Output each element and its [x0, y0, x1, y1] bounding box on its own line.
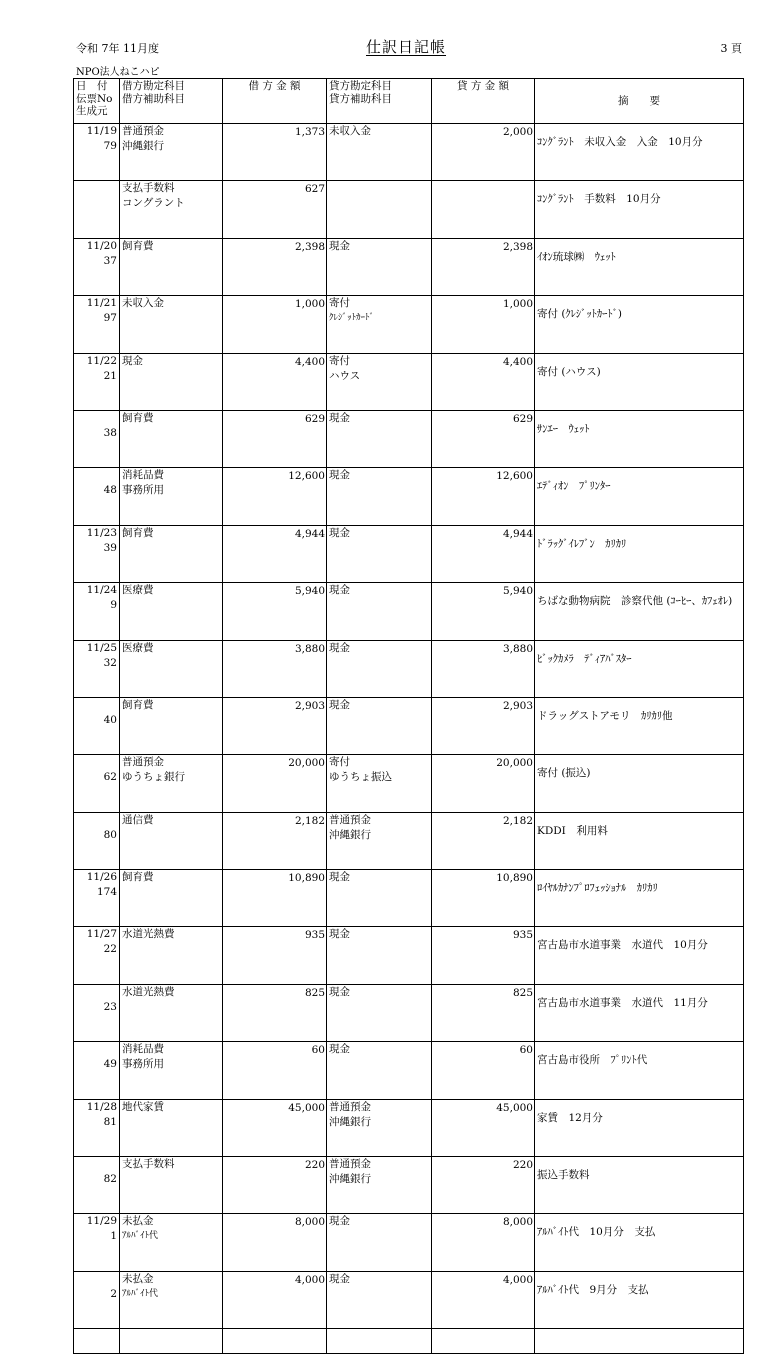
voucher-number: 37: [103, 254, 117, 267]
credit-account: 普通預金: [329, 1100, 371, 1113]
voucher-number: 79: [103, 140, 117, 152]
date-cell: [74, 583, 120, 640]
debit-account-cell: [120, 927, 223, 984]
credit-account: 現金: [329, 871, 350, 884]
debit-amount: 2,182: [223, 812, 327, 869]
journal-row: [74, 1271, 744, 1328]
debit-account-cell: [120, 1271, 223, 1328]
debit-sub-account: 事務所用: [122, 484, 164, 497]
journal-row: [74, 1099, 744, 1156]
credit-account-cell: [327, 1271, 432, 1328]
credit-account: 寄付: [329, 297, 350, 310]
debit-account-cell: [120, 984, 223, 1041]
debit-amount: 935: [223, 927, 327, 984]
debit-amount: 825: [223, 984, 327, 1041]
voucher-number: 23: [103, 1000, 117, 1013]
debit-account: 飼育費: [122, 526, 154, 539]
voucher-number: 49: [103, 1058, 117, 1071]
credit-account-cell: [327, 181, 432, 238]
description: ｴﾃﾞｨｵﾝ ﾌﾟﾘﾝﾀｰ: [535, 468, 744, 525]
voucher-number: 82: [103, 1173, 117, 1186]
credit-sub-account: ハウス: [329, 369, 361, 382]
credit-account: 現金: [329, 985, 350, 998]
voucher-number: 39: [103, 541, 117, 554]
debit-amount: 3,880: [223, 640, 327, 697]
credit-amount: 935: [432, 927, 535, 984]
credit-amount: 2,398: [432, 238, 535, 295]
description: ドラッグストアモリ ｶﾘｶﾘ他: [535, 697, 744, 754]
description: 振込手数料: [535, 1157, 744, 1214]
debit-sub-account: ｱﾙﾊﾞｲﾄ代: [122, 1288, 159, 1299]
date-cell: [74, 410, 120, 467]
date-cell: [74, 124, 120, 181]
journal-row: [74, 238, 744, 295]
debit-sub-account: ゆうちょ銀行: [122, 771, 185, 784]
credit-account-cell: [327, 410, 432, 467]
voucher-number: 81: [103, 1115, 117, 1128]
debit-amount: 1,000: [223, 296, 327, 353]
debit-amount: 4,944: [223, 525, 327, 582]
entry-date: [74, 468, 117, 483]
entry-date: 11/24: [86, 584, 117, 597]
credit-account: 寄付: [329, 756, 350, 769]
entry-date: 11/25: [86, 641, 117, 654]
credit-amount: 45,000: [432, 1099, 535, 1156]
entry-date: [74, 985, 117, 1000]
journal-row: [74, 181, 744, 238]
description: 寄付 (ｸﾚｼﾞｯﾄｶｰﾄﾞ): [535, 296, 744, 353]
debit-amount: 220: [223, 1157, 327, 1214]
credit-account-cell: [327, 984, 432, 1041]
journal-row: [74, 984, 744, 1041]
debit-sub-account: 事務所用: [122, 1058, 164, 1071]
voucher-number: 21: [103, 369, 117, 382]
debit-amount: 629: [223, 410, 327, 467]
voucher-number: 2: [110, 1287, 117, 1300]
credit-account-cell: [327, 468, 432, 525]
date-cell: [74, 525, 120, 582]
header-credit-account: 貸方勘定科目 貸方補助科目: [327, 79, 432, 124]
debit-account-cell: [120, 353, 223, 410]
journal-row: [74, 697, 744, 754]
entry-date: [74, 1157, 117, 1172]
debit-sub-account: 沖縄銀行: [122, 140, 164, 152]
debit-account-cell: [120, 697, 223, 754]
debit-account-cell: [120, 238, 223, 295]
description: 寄付 (振込): [535, 755, 744, 812]
voucher-number: 32: [103, 656, 117, 669]
description: 宮古島市役所 ﾌﾟﾘﾝﾄ代: [535, 1042, 744, 1099]
date-cell: [74, 984, 120, 1041]
credit-account-cell: [327, 812, 432, 869]
voucher-number: 9: [110, 599, 117, 612]
credit-sub-account: 沖縄銀行: [329, 1173, 371, 1186]
header-debit-amount: 借 方 金 額: [223, 79, 327, 124]
debit-amount: 60: [223, 1042, 327, 1099]
credit-amount: 2,000: [432, 124, 535, 181]
debit-amount: 2,398: [223, 238, 327, 295]
journal-row: [74, 812, 744, 869]
debit-account: 消耗品費: [122, 469, 164, 482]
debit-amount: 45,000: [223, 1099, 327, 1156]
debit-account: 未払金: [122, 1272, 154, 1285]
credit-amount: 2,182: [432, 812, 535, 869]
voucher-number: 62: [103, 771, 117, 784]
date-cell: [74, 697, 120, 754]
entry-date: [74, 411, 117, 426]
entry-date: 11/23: [86, 526, 117, 539]
credit-account: 現金: [329, 698, 350, 711]
description: ｱﾙﾊﾞｲﾄ代 9月分 支払: [535, 1271, 744, 1328]
date-cell: [74, 468, 120, 525]
debit-account: 現金: [122, 354, 143, 367]
debit-account: 飼育費: [122, 239, 154, 252]
credit-sub-account: 沖縄銀行: [329, 828, 371, 841]
credit-amount: 10,890: [432, 870, 535, 927]
credit-amount: [432, 181, 535, 238]
debit-amount: 20,000: [223, 755, 327, 812]
table-header: [74, 79, 744, 124]
credit-account-cell: [327, 583, 432, 640]
credit-account-cell: [327, 296, 432, 353]
date-cell: [74, 755, 120, 812]
credit-account-cell: [327, 124, 432, 181]
description: KDDI 利用料: [535, 812, 744, 869]
blank-row: [74, 1329, 744, 1354]
credit-account: 未収入金: [329, 125, 371, 137]
debit-account: 普通預金: [122, 756, 164, 769]
credit-amount: 8,000: [432, 1214, 535, 1271]
debit-account: 飼育費: [122, 411, 154, 424]
debit-account-cell: [120, 583, 223, 640]
date-cell: [74, 181, 120, 238]
credit-account: 現金: [329, 1215, 350, 1228]
period-label: 令和 7年 11月度: [76, 42, 159, 55]
description: 寄付 (ハウス): [535, 353, 744, 410]
date-cell: [74, 812, 120, 869]
entry-date: [74, 698, 117, 713]
debit-account: 水道光熱費: [122, 928, 175, 941]
credit-sub-account: ゆうちょ振込: [329, 771, 392, 784]
debit-account: 通信費: [122, 813, 154, 826]
debit-account: 水道光熱費: [122, 985, 175, 998]
description: 宮古島市水道事業 水道代 10月分: [535, 927, 744, 984]
entry-date: [74, 755, 117, 770]
credit-account-cell: [327, 1099, 432, 1156]
journal-row: [74, 410, 744, 467]
description: ｲｵﾝ琉球㈱ ｳｪｯﾄ: [535, 238, 744, 295]
organization-name: NPO法人ねこハピ: [76, 67, 160, 78]
credit-amount: 4,944: [432, 525, 535, 582]
description: ｱﾙﾊﾞｲﾄ代 10月分 支払: [535, 1214, 744, 1271]
debit-amount: 627: [223, 181, 327, 238]
debit-account-cell: [120, 1157, 223, 1214]
entry-date: 11/27: [86, 928, 117, 941]
date-cell: [74, 1042, 120, 1099]
debit-account-cell: [120, 525, 223, 582]
debit-amount: 12,600: [223, 468, 327, 525]
journal-row: [74, 1157, 744, 1214]
entry-date: 11/20: [86, 239, 117, 252]
credit-amount: 60: [432, 1042, 535, 1099]
credit-account-cell: [327, 870, 432, 927]
debit-account: 地代家賃: [122, 1100, 164, 1113]
debit-amount: 4,000: [223, 1271, 327, 1328]
debit-account-cell: [120, 1099, 223, 1156]
entry-date: 11/29: [86, 1215, 117, 1228]
journal-row: [74, 1214, 744, 1271]
header-description: 摘 要: [535, 79, 744, 124]
credit-account-cell: [327, 697, 432, 754]
entry-date: 11/22: [86, 354, 117, 367]
entry-date: 11/28: [86, 1100, 117, 1113]
credit-account: 現金: [329, 411, 350, 424]
voucher-number: 80: [103, 828, 117, 841]
date-cell: [74, 296, 120, 353]
debit-sub-account: ｱﾙﾊﾞｲﾄ代: [122, 1231, 159, 1242]
debit-amount: 1,373: [223, 124, 327, 181]
credit-account: 現金: [329, 641, 350, 654]
entry-date: 11/19: [86, 125, 117, 137]
entry-date: [74, 181, 117, 196]
debit-account: 医療費: [122, 641, 154, 654]
debit-amount: 4,400: [223, 353, 327, 410]
header-date: 日 付 伝票No 生成元: [74, 79, 120, 124]
debit-account: 飼育費: [122, 871, 154, 884]
description: ちばな動物病院 診察代他 (ｺｰﾋｰ、ｶﾌｪｵﾚ): [535, 583, 744, 640]
debit-account: 普通預金: [122, 125, 164, 137]
page-number: 3 頁: [720, 42, 742, 55]
debit-account-cell: [120, 296, 223, 353]
credit-account-cell: [327, 238, 432, 295]
credit-amount: 12,600: [432, 468, 535, 525]
voucher-number: 97: [103, 312, 117, 325]
credit-sub-account: 沖縄銀行: [329, 1115, 371, 1128]
description: ｺﾝｸﾞﾗﾝﾄ 未収入金 入金 10月分: [535, 124, 744, 181]
credit-amount: 4,400: [432, 353, 535, 410]
date-cell: [74, 640, 120, 697]
credit-account-cell: [327, 927, 432, 984]
credit-amount: 20,000: [432, 755, 535, 812]
date-cell: [74, 1214, 120, 1271]
journal-row: [74, 1042, 744, 1099]
credit-amount: 220: [432, 1157, 535, 1214]
entry-date: 11/21: [86, 297, 117, 310]
header-credit-amount: 貸 方 金 額: [432, 79, 535, 124]
debit-account-cell: [120, 124, 223, 181]
voucher-number: 174: [96, 886, 117, 899]
credit-account-cell: [327, 1042, 432, 1099]
date-cell: [74, 1099, 120, 1156]
entry-date: [74, 813, 117, 828]
date-cell: [74, 1157, 120, 1214]
entry-date: [74, 1272, 117, 1287]
credit-account: 現金: [329, 239, 350, 252]
credit-amount: 2,903: [432, 697, 535, 754]
journal-row: [74, 124, 744, 181]
debit-account-cell: [120, 181, 223, 238]
debit-account-cell: [120, 1214, 223, 1271]
debit-amount: 8,000: [223, 1214, 327, 1271]
debit-account: 飼育費: [122, 698, 154, 711]
debit-account: 消耗品費: [122, 1043, 164, 1056]
description: ﾛｲﾔﾙｶﾅﾝﾌﾟﾛﾌｪｯｼｮﾅﾙ ｶﾘｶﾘ: [535, 870, 744, 927]
credit-account-cell: [327, 755, 432, 812]
date-cell: [74, 1271, 120, 1328]
credit-amount: 825: [432, 984, 535, 1041]
debit-account: 未収入金: [122, 297, 164, 310]
credit-amount: 5,940: [432, 583, 535, 640]
debit-account: 未払金: [122, 1215, 154, 1228]
debit-account: 支払手数料: [122, 182, 175, 195]
credit-amount: 1,000: [432, 296, 535, 353]
journal-row: [74, 927, 744, 984]
description: ｻﾝｴｰ ｳｪｯﾄ: [535, 410, 744, 467]
voucher-number: 1: [110, 1230, 117, 1243]
description: 宮古島市水道事業 水道代 11月分: [535, 984, 744, 1041]
credit-account-cell: [327, 525, 432, 582]
credit-account-cell: [327, 1157, 432, 1214]
journal-row: [74, 583, 744, 640]
debit-account-cell: [120, 468, 223, 525]
credit-account: 現金: [329, 1043, 350, 1056]
debit-account-cell: [120, 1042, 223, 1099]
page-title: 仕訳日記帳: [366, 38, 447, 56]
journal-row: [74, 640, 744, 697]
credit-account: 普通預金: [329, 1158, 371, 1171]
credit-account-cell: [327, 353, 432, 410]
credit-account-cell: [327, 640, 432, 697]
voucher-number: 40: [103, 713, 117, 726]
date-cell: [74, 353, 120, 410]
credit-amount: 4,000: [432, 1271, 535, 1328]
credit-account: 現金: [329, 526, 350, 539]
header-debit-account: 借方勘定科目 借方補助科目: [120, 79, 223, 124]
journal-row: [74, 296, 744, 353]
description: ﾋﾞｯｸｶﾒﾗ ﾃﾞｨｱﾊﾞｽﾀｰ: [535, 640, 744, 697]
debit-account-cell: [120, 640, 223, 697]
description: 家賃 12月分: [535, 1099, 744, 1156]
credit-account: 現金: [329, 469, 350, 482]
credit-account: 現金: [329, 1272, 350, 1285]
debit-account-cell: [120, 870, 223, 927]
credit-amount: 629: [432, 410, 535, 467]
journal-row: [74, 353, 744, 410]
credit-account: 寄付: [329, 354, 350, 367]
debit-amount: 5,940: [223, 583, 327, 640]
journal-row: [74, 468, 744, 525]
credit-sub-account: ｸﾚｼﾞｯﾄｶｰﾄﾞ: [329, 313, 375, 324]
date-cell: [74, 870, 120, 927]
debit-account-cell: [120, 410, 223, 467]
description: ｺﾝｸﾞﾗﾝﾄ 手数料 10月分: [535, 181, 744, 238]
date-cell: [74, 927, 120, 984]
debit-account: 医療費: [122, 584, 154, 597]
description: ﾄﾞﾗｯｸﾞｲﾚﾌﾞﾝ ｶﾘｶﾘ: [535, 525, 744, 582]
debit-account: 支払手数料: [122, 1158, 175, 1171]
credit-account: 現金: [329, 584, 350, 597]
debit-account-cell: [120, 755, 223, 812]
credit-account-cell: [327, 1214, 432, 1271]
debit-amount: 10,890: [223, 870, 327, 927]
voucher-number: 22: [103, 943, 117, 956]
debit-amount: 2,903: [223, 697, 327, 754]
voucher-number: 38: [103, 426, 117, 439]
journal-row: [74, 870, 744, 927]
credit-account: 普通預金: [329, 813, 371, 826]
debit-account-cell: [120, 812, 223, 869]
journal-table: [73, 78, 744, 1354]
voucher-number: 48: [103, 484, 117, 497]
credit-amount: 3,880: [432, 640, 535, 697]
entry-date: 11/26: [86, 871, 117, 884]
journal-row: [74, 525, 744, 582]
credit-account: 現金: [329, 928, 350, 941]
date-cell: [74, 238, 120, 295]
debit-sub-account: コングラント: [122, 197, 185, 210]
entry-date: [74, 1042, 117, 1057]
journal-row: [74, 755, 744, 812]
